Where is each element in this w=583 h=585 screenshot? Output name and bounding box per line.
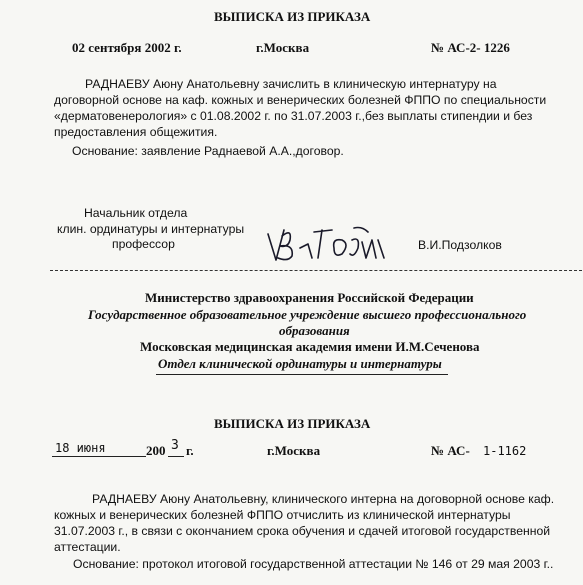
order2-body-line-1: РАДНАЕВУ Аюну Анатольевну, клинического интерна на договорной основе каф. xyxy=(92,492,555,506)
order2-title: ВЫПИСКА ИЗ ПРИКАЗА xyxy=(214,416,371,431)
org-department: Отдел клинической ординатуры и интернатуры xyxy=(158,356,442,371)
order1-city: г.Москва xyxy=(256,40,310,55)
order2-date-year-prefix: 200 xyxy=(146,443,166,458)
order2-year-underline xyxy=(168,456,184,457)
order2-date-suffix: г. xyxy=(186,443,194,458)
order2-date-day-month: 18 июня xyxy=(55,441,106,455)
order2-body-line-2: кожных и венерических болезней ФППО отчислить из клинической интернатуры xyxy=(54,508,511,522)
order2-date-year-digit: 3 xyxy=(171,438,179,453)
order1-number: № АС-2- 1226 xyxy=(431,40,510,55)
order2-body-line-3: 31.07.2003 г., в связи с окончанием срока обучения и сдачей итоговой государственной xyxy=(54,524,551,538)
separator-line xyxy=(50,270,582,271)
org-academy: Московская медицинская академия имени И.М.Сеченова xyxy=(140,339,480,354)
order2-city: г.Москва xyxy=(267,443,321,458)
order2-number-value: 1-1162 xyxy=(483,444,527,458)
order2-number-prefix: № АС- xyxy=(431,443,470,458)
order1-signer-name: В.И.Подзолков xyxy=(418,238,502,252)
order1-title: ВЫПИСКА ИЗ ПРИКАЗА xyxy=(214,9,371,24)
org-institution: Государственное образовательное учреждение высшего профессионального xyxy=(88,307,527,322)
order1-body-line-4: предоставления общежития. xyxy=(54,125,218,139)
order1-signer-title-1: Начальник отдела xyxy=(84,206,188,220)
org-institution-cont: образования xyxy=(279,323,350,338)
order1-body-line-3: «дерматовенерология» с 01.08.2002 г. по 31.07.2003 г.,без выплаты стипендии и без xyxy=(54,109,533,123)
order2-body-line-4: аттестации. xyxy=(54,540,121,554)
order1-date: 02 сентября 2002 г. xyxy=(72,40,182,55)
order1-body-line-2: договорной основе на каф. кожных и венерических болезней ФППО по специальности xyxy=(54,93,547,107)
order2-basis: Основание: протокол итоговой государственной аттестации № 146 от 29 мая 2003 г.. xyxy=(73,557,554,571)
order2-date-underline xyxy=(52,456,146,457)
org-ministry: Министерство здравоохранения Российской Федерации xyxy=(145,290,474,305)
order1-signer-title-3: профессор xyxy=(112,237,175,251)
order1-signer-title-2: клин. ординатуры и интернатуры xyxy=(57,222,245,236)
order1-basis: Основание: заявление Раднаевой А.А.,договор. xyxy=(72,144,344,158)
signature-image xyxy=(262,218,392,266)
order1-body-line-1: РАДНАЕВУ Аюну Анатольевну зачислить в клиническую интернатуру на xyxy=(85,77,497,91)
org-underline xyxy=(156,374,448,375)
